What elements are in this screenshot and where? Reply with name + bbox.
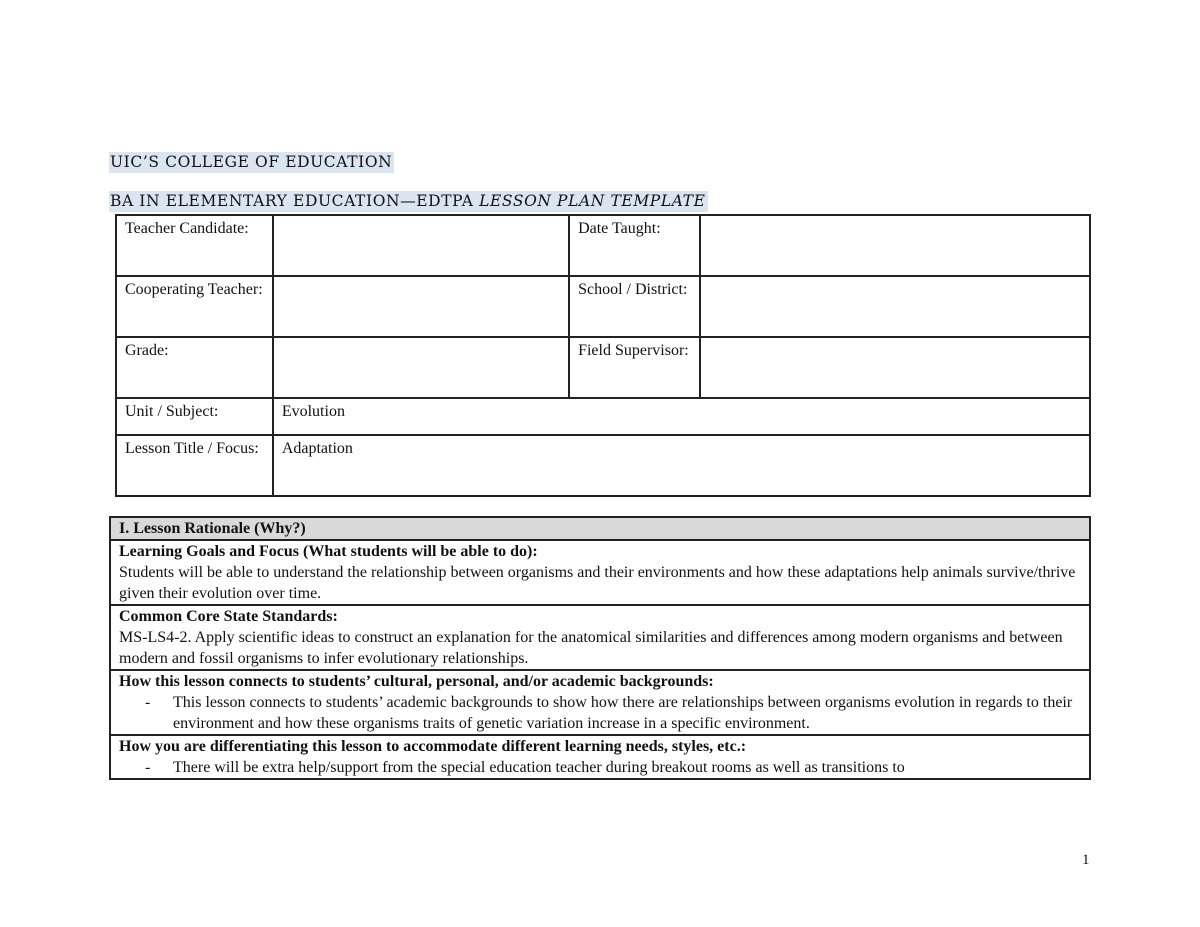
program-heading-italic: LESSON PLAN TEMPLATE (479, 192, 706, 210)
standards-heading: Common Core State Standards: (119, 608, 338, 625)
learning-goals-cell[interactable] (110, 540, 1090, 605)
table-row (116, 337, 1090, 398)
dash-bullet: - (145, 759, 151, 776)
teacher-candidate-label: Teacher Candidate: (116, 215, 273, 276)
list-item (119, 757, 1081, 778)
unit-subject-field[interactable]: Evolution (273, 398, 1090, 435)
school-district-field[interactable] (700, 276, 1090, 337)
date-taught-field[interactable] (700, 215, 1090, 276)
lesson-rationale-table (109, 516, 1091, 780)
lesson-title-field[interactable]: Adaptation (273, 435, 1090, 496)
connects-heading: How this lesson connects to students’ cultural, personal, and/or academic backgrounds: (119, 673, 714, 690)
table-row (110, 735, 1090, 779)
program-heading (109, 191, 708, 212)
differentiating-cell[interactable] (110, 735, 1090, 779)
grade-field[interactable] (273, 337, 569, 398)
date-taught-label: Date Taught: (569, 215, 700, 276)
lesson-title-label: Lesson Title / Focus: (116, 435, 273, 496)
table-row (116, 215, 1090, 276)
rationale-title: I. Lesson Rationale (Why?) (110, 517, 1090, 540)
unit-subject-label: Unit / Subject: (116, 398, 273, 435)
grade-label: Grade: (116, 337, 273, 398)
differentiating-bullet-text: There will be extra help/support from the special education teacher during breakout rooms as well as transitions to (173, 759, 905, 776)
college-heading: UIC’S COLLEGE OF EDUCATION (110, 153, 393, 171)
teacher-candidate-field[interactable] (273, 215, 569, 276)
connects-cell[interactable] (110, 670, 1090, 735)
cooperating-teacher-field[interactable] (273, 276, 569, 337)
list-item (119, 692, 1081, 734)
page-number: 1 (1082, 852, 1090, 868)
table-row (110, 605, 1090, 670)
table-row (116, 276, 1090, 337)
standards-text: MS-LS4-2. Apply scientific ideas to construct an explanation for the anatomical similarities and differences among modern organisms and between modern and fossil organisms to infer evolutionary relationships. (119, 629, 1063, 667)
program-heading-text: BA IN ELEMENTARY EDUCATION—EDTPA (110, 192, 480, 210)
table-row (116, 398, 1090, 435)
learning-goals-heading: Learning Goals and Focus (What students will be able to do): (119, 543, 538, 560)
learning-goals-text: Students will be able to understand the relationship between organisms and their environments and how these adaptations help animals survive/thrive given their evolution over time. (119, 564, 1076, 602)
connects-bullet-text: This lesson connects to students’ academic backgrounds to show how there are relationships between organisms evolution in regards to their environment and how these organisms traits of genetic variation increase in a specific environment. (173, 694, 1073, 732)
table-row (110, 670, 1090, 735)
standards-cell[interactable] (110, 605, 1090, 670)
lesson-info-table (115, 214, 1091, 497)
cooperating-teacher-label: Cooperating Teacher: (116, 276, 273, 337)
field-supervisor-label: Field Supervisor: (569, 337, 700, 398)
field-supervisor-field[interactable] (700, 337, 1090, 398)
table-row (116, 435, 1090, 496)
table-row (110, 540, 1090, 605)
table-row (110, 517, 1090, 540)
dash-bullet: - (145, 694, 151, 711)
school-district-label: School / District: (569, 276, 700, 337)
differentiating-heading: How you are differentiating this lesson to accommodate different learning needs, styles, etc.: (119, 738, 747, 755)
